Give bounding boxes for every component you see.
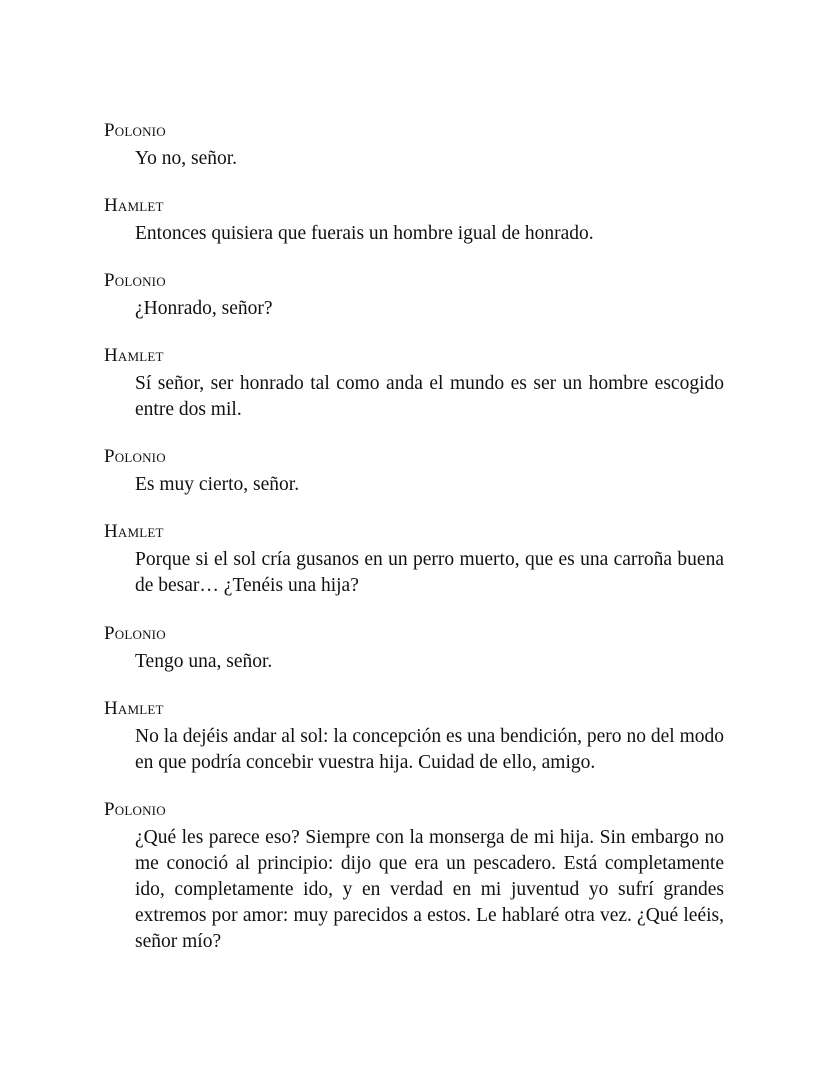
- speech-block: [104, 195, 724, 247]
- speaker-name: Polonio: [104, 446, 166, 467]
- speaker-name: Hamlet: [104, 521, 164, 542]
- speaker-name: Polonio: [104, 799, 166, 820]
- speech-block: [104, 120, 724, 172]
- speech-block: [104, 521, 724, 599]
- speech-text: Entonces quisiera que fuerais un hombre igual de honrado.: [135, 223, 594, 244]
- speech-block: [104, 446, 724, 498]
- speaker-name: Hamlet: [104, 195, 164, 216]
- speech-block: [104, 799, 724, 955]
- speech-text: No la dejéis andar al sol: la concepción es una bendición, pero no del modo en que podría concebir vuestra hija. Cuidad de ello, amigo.: [135, 726, 724, 773]
- speech-text: Tengo una, señor.: [135, 651, 273, 672]
- speaker-name: Polonio: [104, 270, 166, 291]
- speech-text: ¿Honrado, señor?: [135, 298, 273, 319]
- speaker-name: Hamlet: [104, 345, 164, 366]
- speech-text: Sí señor, ser honrado tal como anda el mundo es ser un hombre escogido entre dos mil.: [135, 373, 724, 420]
- speech-block: [104, 623, 724, 675]
- speaker-name: Polonio: [104, 120, 166, 141]
- speech-text: Porque si el sol cría gusanos en un perro muerto, que es una carroña buena de besar… ¿Tenéis una hija?: [135, 549, 724, 596]
- speech-text: ¿Qué les parece eso? Siempre con la monserga de mi hija. Sin embargo no me conoció al principio: dijo que era un pescadero. Está completamente ido, completamente ido, y en verdad en mi juventud yo sufrí grandes extremos por amor: muy parecidos a estos. Le hablaré otra vez. ¿Qué leéis, señor mío?: [135, 827, 724, 952]
- speaker-name: Polonio: [104, 623, 166, 644]
- speech-block: [104, 698, 724, 776]
- speech-block: [104, 345, 724, 423]
- speech-text: Yo no, señor.: [135, 148, 238, 169]
- speech-block: [104, 270, 724, 322]
- speech-text: Es muy cierto, señor.: [135, 474, 300, 495]
- speaker-name: Hamlet: [104, 698, 164, 719]
